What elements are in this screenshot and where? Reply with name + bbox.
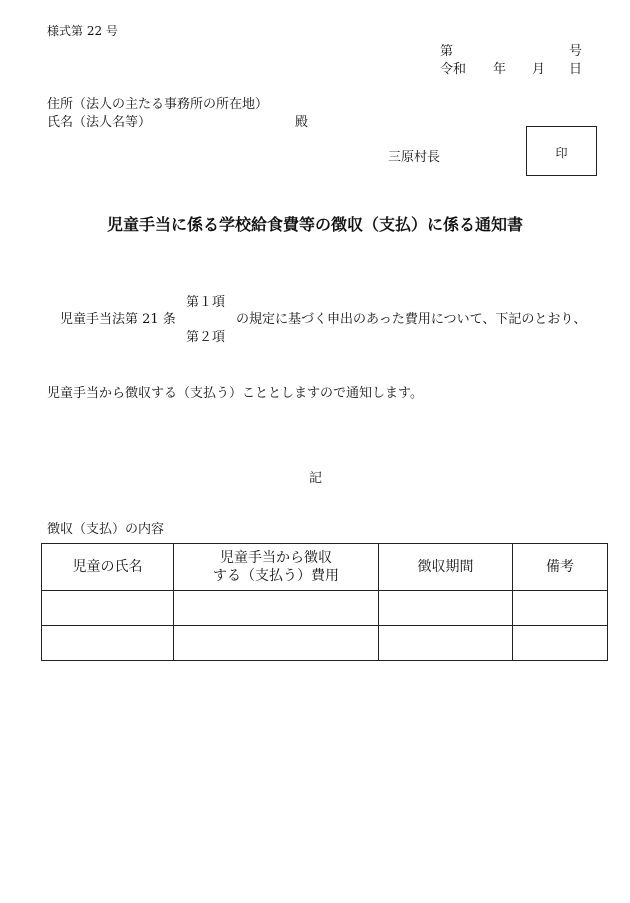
law-reference: 児童手当法第 21 条 [60,312,176,327]
clause-2: 第２項 [186,330,226,345]
header-expense [174,544,379,591]
cell-notes [513,626,608,661]
collection-table [41,543,608,661]
header-expense-line1: 児童手当から徴収 [220,550,332,566]
date-era: 令和 [440,62,467,77]
date-day-unit: 日 [569,62,583,77]
form-number: 様式第 22 号 [47,24,118,38]
date-year-unit: 年 [493,62,507,77]
table-row [42,591,608,626]
doc-number-suffix: 号 [569,44,583,59]
seal-box [526,126,597,176]
table-row [42,626,608,661]
cell-expense [174,591,379,626]
issuer-name: 三原村長 [388,150,441,165]
cell-period [379,626,513,661]
section-label: 徴収（支払）の内容 [47,522,165,537]
cell-period [379,591,513,626]
doc-number-prefix: 第 [440,44,454,59]
header-period: 徴収期間 [379,544,513,591]
header-expense-line2: する（支払う）費用 [213,568,339,584]
cell-expense [174,626,379,661]
ki-heading: 記 [309,471,323,486]
cell-notes [513,591,608,626]
recipient-address-label: 住所（法人の主たる事務所の所在地） [47,97,269,112]
date-month-unit: 月 [532,62,546,77]
table-header-row [42,544,608,591]
header-child-name: 児童の氏名 [42,544,174,591]
document-title: 児童手当に係る学校給食費等の徴収（支払）に係る通知書 [106,215,523,234]
cell-child-name [42,626,174,661]
recipient-name-label: 氏名（法人名等） [47,115,152,130]
cell-child-name [42,591,174,626]
body-text-line1: の規定に基づく申出のあった費用について、下記のとおり、 [236,312,587,327]
header-notes: 備考 [513,544,608,591]
recipient-honorific: 殿 [295,115,309,130]
body-text-line2: 児童手当から徴収する（支払う）こととしますので通知します。 [47,386,423,401]
clause-1: 第１項 [186,295,226,310]
seal-mark: 印 [555,146,568,160]
